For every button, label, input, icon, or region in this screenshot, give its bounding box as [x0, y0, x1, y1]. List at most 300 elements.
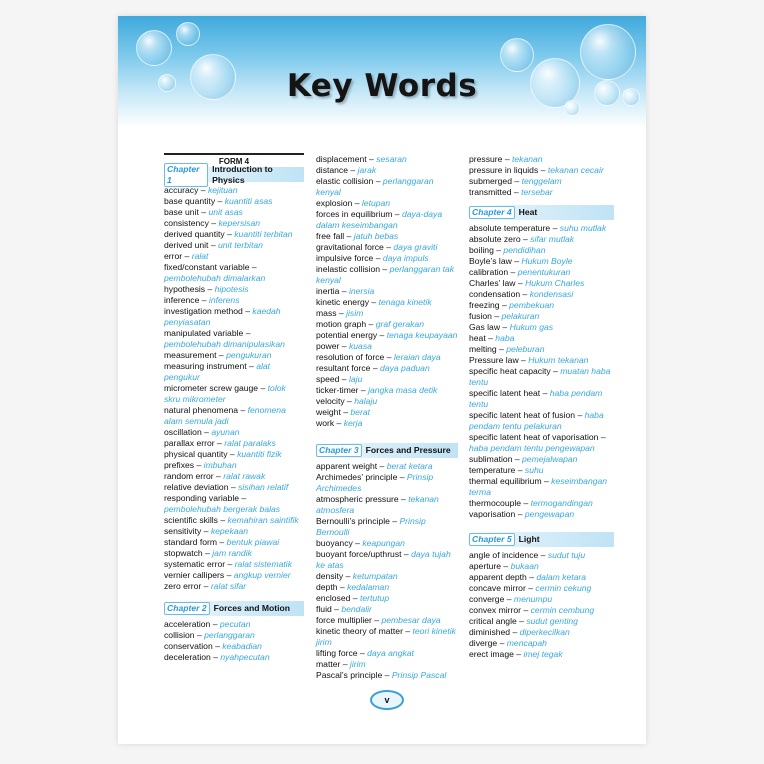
chapter-title: Heat [518, 207, 538, 217]
keyword-entry: freezing – pembekuan [469, 300, 555, 310]
keyword-entry: temperature – suhu [469, 465, 544, 475]
keyword-entry: inertia – inersia [316, 286, 375, 296]
keyword-english: oscillation [164, 427, 202, 437]
keyword-malay: alat pengukur [164, 361, 271, 382]
keyword-malay: ralat paralaks [224, 438, 276, 448]
keyword-entry: random error – ralat rawak [164, 471, 266, 481]
keyword-entry: error – ralat [164, 251, 209, 261]
keyword-entry: explosion – letupan [316, 198, 391, 208]
keyword-entry: fluid – bendalir [316, 604, 372, 614]
keyword-english: investigation method [164, 306, 243, 316]
keyword-entry: Pressure law – Hukum tekanan [469, 355, 589, 365]
keyword-malay: diperkecilkan [519, 627, 570, 637]
keyword-entry: natural phenomena – fenomena alam semula jadi [164, 405, 286, 426]
keyword-english: critical angle [469, 616, 517, 626]
keyword-malay: suhu [524, 465, 544, 475]
keyword-malay: daya graviti [393, 242, 438, 252]
keyword-english: measurement [164, 350, 217, 360]
chapter-title: Forces and Motion [213, 603, 291, 613]
keyword-english: aperture [469, 561, 502, 571]
keyword-malay: hipotesis [214, 284, 249, 294]
keyword-entry: thermal equilibrium – keseimbangan terma [469, 476, 608, 497]
keyword-english: elastic collision [316, 176, 374, 186]
keyword-malay: bukaan [510, 561, 539, 571]
keyword-malay: imej tegak [523, 649, 563, 659]
keyword-english: calibration [469, 267, 509, 277]
keyword-english: concave mirror [469, 583, 526, 593]
keyword-malay: pembekuan [509, 300, 555, 310]
column-1 [164, 154, 304, 663]
keyword-entry: measurement – pengukuran [164, 350, 272, 360]
keyword-english: diverge [469, 638, 498, 648]
keyword-english: relative deviation [164, 482, 229, 492]
keyword-english: gravitational force [316, 242, 384, 252]
keyword-english: zero error [164, 581, 202, 591]
keyword-english: Archimedes’ principle [316, 472, 398, 482]
keyword-malay: bentuk piawai [226, 537, 280, 547]
keyword-english: vaporisation [469, 509, 516, 519]
keyword-english: Charles’ law [469, 278, 516, 288]
keyword-malay: Prinsip Pascal [391, 670, 447, 680]
keyword-malay: suhu mutlak [559, 223, 607, 233]
keyword-english: fluid [316, 604, 332, 614]
keyword-malay: pecutan [219, 619, 251, 629]
entry-list [469, 550, 614, 660]
entry-list [469, 154, 614, 198]
keyword-english: free fall [316, 231, 345, 241]
keyword-entry: enclosed – tertutup [316, 593, 390, 603]
keyword-english: mass [316, 308, 337, 318]
keyword-entry: thermocouple – termogandingan [469, 498, 593, 508]
keyword-malay: ralat [191, 251, 209, 261]
keyword-malay: haba [495, 333, 515, 343]
keyword-english: apparent depth [469, 572, 527, 582]
keyword-entry: buoyant force/upthrust – daya tujah ke atas [316, 549, 451, 570]
keyword-english: Pascal’s principle [316, 670, 383, 680]
keyword-entry: pressure – tekanan [469, 154, 543, 164]
keyword-english: sublimation [469, 454, 513, 464]
keyword-malay: berat [350, 407, 370, 417]
keyword-english: freezing [469, 300, 500, 310]
keyword-malay: inersia [348, 286, 375, 296]
keyword-entry: force multiplier – pembesar daya [316, 615, 441, 625]
keyword-malay: tenaga kinetik [378, 297, 432, 307]
keyword-malay: tersebar [521, 187, 553, 197]
keyword-english: acceleration [164, 619, 211, 629]
keyword-english: error [164, 251, 183, 261]
keyword-english: pressure in liquids [469, 165, 539, 175]
keyword-english: Gas law [469, 322, 501, 332]
keyword-english: fusion [469, 311, 492, 321]
keyword-entry: vaporisation – pengewapan [469, 509, 575, 519]
column-2 [316, 154, 458, 681]
keyword-malay: perlanggaran tak kenyal [316, 264, 455, 285]
chapter-title: Introduction to Physics [212, 163, 273, 185]
keyword-english: absolute zero [469, 234, 521, 244]
keyword-malay: daya impuls [382, 253, 429, 263]
chapter-label: Chapter 1 [164, 163, 208, 187]
keyword-entry: converge – menumpu [469, 594, 553, 604]
keyword-malay: pembolehubah dimanipulasikan [164, 339, 285, 349]
keyword-english: resolution of force [316, 352, 385, 362]
keyword-malay: cermin cekung [535, 583, 592, 593]
keyword-malay: kuantiti asas [224, 196, 273, 206]
keyword-entry: aperture – bukaan [469, 561, 539, 571]
keyword-entry: inference – inferens [164, 295, 240, 305]
keyword-entry: displacement – sesaran [316, 154, 407, 164]
keyword-malay: jirim [349, 659, 366, 669]
keyword-malay: unit terbitan [218, 240, 263, 250]
keyword-malay: Prinsip Bernoulli [316, 516, 426, 537]
keyword-entry: depth – kedalaman [316, 582, 390, 592]
keyword-english: sensitivity [164, 526, 202, 536]
chapter-title: Light [518, 534, 540, 544]
keyword-malay: kepekaan [210, 526, 249, 536]
keyword-entry: kinetic energy – tenaga kinetik [316, 297, 432, 307]
keyword-entry: consistency – kepersisan [164, 218, 261, 228]
column-3 [469, 154, 614, 660]
keyword-entry: specific latent heat of vaporisation – haba pendam tentu pengewapan [469, 432, 606, 453]
chapter-header-3 [316, 443, 458, 458]
keyword-entry: apparent weight – berat ketara [316, 461, 433, 471]
keyword-english: collision [164, 630, 195, 640]
bubble-decoration [176, 22, 200, 46]
keyword-entry: investigation method – kaedah penyiasatan [164, 306, 281, 327]
keyword-english: measuring instrument [164, 361, 247, 371]
keyword-malay: cermin cembung [530, 605, 595, 615]
keyword-english: lifting force [316, 648, 358, 658]
keyword-malay: sesaran [376, 154, 407, 164]
page-number: v [370, 690, 404, 710]
keyword-entry: hypothesis – hipotesis [164, 284, 249, 294]
keyword-entry: density – ketumpatan [316, 571, 398, 581]
keyword-entry: zero error – ralat sifar [164, 581, 247, 591]
keyword-malay: keseimbangan terma [469, 476, 608, 497]
keyword-malay: fenomena alam semula jadi [164, 405, 286, 426]
keyword-english: atmospheric pressure [316, 494, 399, 504]
keyword-entry: motion graph – graf gerakan [316, 319, 424, 329]
keyword-entry: lifting force – daya angkat [316, 648, 414, 658]
keyword-malay: pembesar daya [381, 615, 441, 625]
keyword-entry: elastic collision – perlanggaran kenyal [316, 176, 434, 197]
keyword-malay: kuantiti terbitan [234, 229, 293, 239]
keyword-malay: pemejalwapan [522, 454, 578, 464]
keyword-entry: sublimation – pemejalwapan [469, 454, 578, 464]
keyword-english: converge [469, 594, 505, 604]
keyword-malay: pendidihan [503, 245, 546, 255]
keyword-english: hypothesis [164, 284, 206, 294]
keyword-malay: ayunan [211, 427, 240, 437]
keyword-malay: nyahpecutan [220, 652, 270, 662]
keyword-english: temperature [469, 465, 516, 475]
keyword-english: random error [164, 471, 214, 481]
keyword-entry: inelastic collision – perlanggaran tak kenyal [316, 264, 455, 285]
keyword-malay: jarak [357, 165, 377, 175]
keyword-entry: sensitivity – kepekaan [164, 526, 249, 536]
keyword-english: stopwatch [164, 548, 203, 558]
keyword-entry: specific heat capacity – muatan haba tentu [469, 366, 611, 387]
keyword-entry: Pascal’s principle – Prinsip Pascal [316, 670, 447, 680]
keyword-malay: kuantiti fizik [237, 449, 282, 459]
keyword-malay: letupan [361, 198, 391, 208]
keyword-english: specific latent heat of vaporisation [469, 432, 599, 442]
keyword-malay: tenaga keupayaan [386, 330, 458, 340]
bubble-decoration [500, 38, 534, 72]
keyword-english: erect image [469, 649, 514, 659]
keyword-malay: kuasa [348, 341, 372, 351]
keyword-malay: sisihan relatif [238, 482, 289, 492]
keyword-entry: kinetic theory of matter – teori kinetik jirim [316, 626, 456, 647]
keyword-entry: concave mirror – cermin cekung [469, 583, 592, 593]
keyword-english: displacement [316, 154, 367, 164]
keyword-english: impulsive force [316, 253, 374, 263]
keyword-entry: stopwatch – jam randik [164, 548, 252, 558]
keyword-english: melting [469, 344, 497, 354]
keyword-malay: muatan haba tentu [469, 366, 611, 387]
entry-list [469, 223, 614, 520]
keyword-entry: manipulated variable – pembolehubah dimanipulasikan [164, 328, 285, 349]
bubble-decoration [136, 30, 172, 66]
keyword-entry: base quantity – kuantiti asas [164, 196, 273, 206]
keyword-english: convex mirror [469, 605, 522, 615]
keyword-entry: vernier callipers – angkup vernier [164, 570, 291, 580]
keyword-malay: haba pendam tentu pengewapan [469, 443, 595, 453]
keyword-english: heat [469, 333, 486, 343]
keyword-english: buoyancy [316, 538, 353, 548]
keyword-malay: keabadian [222, 641, 262, 651]
keyword-english: specific heat capacity [469, 366, 551, 376]
keyword-malay: daya paduan [380, 363, 430, 373]
chapter-label: Chapter 5 [469, 533, 515, 546]
keyword-entry: atmospheric pressure – tekanan atmosfera [316, 494, 439, 515]
keyword-entry: Boyle’s law – Hukum Boyle [469, 256, 573, 266]
keyword-entry: forces in equilibrium – daya-daya dalam keseimbangan [316, 209, 443, 230]
form-label: FORM 4 [164, 153, 304, 167]
keyword-english: boiling [469, 245, 494, 255]
keyword-entry: derived unit – unit terbitan [164, 240, 263, 250]
keyword-english: conservation [164, 641, 213, 651]
keyword-malay: ralat sifar [210, 581, 247, 591]
chapter-header-5 [469, 532, 614, 547]
keyword-english: systematic error [164, 559, 226, 569]
keyword-entry: weight – berat [316, 407, 370, 417]
keyword-malay: daya tujah ke atas [316, 549, 451, 570]
keyword-english: natural phenomena [164, 405, 239, 415]
keyword-english: work [316, 418, 335, 428]
keyword-malay: tenggelam [521, 176, 562, 186]
keyword-malay: pembolehubah bergerak balas [164, 504, 281, 514]
keyword-entry: ticker-timer – jangka masa detik [316, 385, 438, 395]
keyword-entry: submerged – tenggelam [469, 176, 562, 186]
keyword-entry: pressure in liquids – tekanan cecair [469, 165, 604, 175]
keyword-malay: pembolehubah dimalarkan [164, 273, 266, 283]
chapter-header-4 [469, 205, 614, 220]
keyword-english: micrometer screw gauge [164, 383, 259, 393]
keyword-entry: absolute temperature – suhu mutlak [469, 223, 607, 233]
keyword-malay: kepersisan [218, 218, 261, 228]
keyword-malay: imbuhan [203, 460, 237, 470]
keyword-entry: scientific skills – kemahiran saintifik [164, 515, 299, 525]
keyword-entry: acceleration – pecutan [164, 619, 251, 629]
chapter-label: Chapter 4 [469, 206, 515, 219]
keyword-english: specific latent heat of fusion [469, 410, 576, 420]
keyword-entry: buoyancy – keapungan [316, 538, 405, 548]
keyword-english: forces in equilibrium [316, 209, 393, 219]
keyword-malay: sudut genting [526, 616, 578, 626]
keyword-english: pressure [469, 154, 503, 164]
keyword-malay: menumpu [513, 594, 553, 604]
keyword-malay: tekanan atmosfera [316, 494, 439, 515]
chapter-header-1 [164, 163, 304, 185]
keyword-malay: Hukum gas [509, 322, 554, 332]
keyword-entry: fusion – pelakuran [469, 311, 540, 321]
keyword-english: standard form [164, 537, 218, 547]
keyword-malay: kedalaman [347, 582, 390, 592]
page [118, 16, 646, 744]
keyword-entry: melting – peleburan [469, 344, 545, 354]
keyword-english: derived unit [164, 240, 209, 250]
keyword-english: deceleration [164, 652, 211, 662]
keyword-malay: peleburan [506, 344, 545, 354]
keyword-entry: erect image – imej tegak [469, 649, 563, 659]
keyword-english: base unit [164, 207, 199, 217]
keyword-english: condensation [469, 289, 521, 299]
chapter-header-2 [164, 601, 304, 616]
keyword-malay: haba pendam tentu pelakuran [469, 410, 604, 431]
keyword-malay: halaju [354, 396, 378, 406]
keyword-english: thermocouple [469, 498, 522, 508]
keyword-malay: ralat sistematik [234, 559, 292, 569]
keyword-english: matter [316, 659, 341, 669]
keyword-english: parallax error [164, 438, 215, 448]
keyword-entry: mass – jisim [316, 308, 364, 318]
keyword-english: enclosed [316, 593, 351, 603]
keyword-english: power [316, 341, 340, 351]
keyword-entry: matter – jirim [316, 659, 366, 669]
keyword-malay: unit asas [208, 207, 243, 217]
keyword-english: absolute temperature [469, 223, 551, 233]
keyword-english: scientific skills [164, 515, 218, 525]
keyword-english: apparent weight [316, 461, 378, 471]
keyword-english: force multiplier [316, 615, 372, 625]
keyword-entry: Archimedes’ principle – Prinsip Archimedes [316, 472, 434, 493]
entry-list [164, 619, 304, 663]
keyword-entry: heat – haba [469, 333, 515, 343]
keyword-entry: diverge – mencapah [469, 638, 547, 648]
keyword-entry: fixed/constant variable – pembolehubah dimalarkan [164, 262, 266, 283]
keyword-english: inference [164, 295, 200, 305]
keyword-english: motion graph [316, 319, 367, 329]
keyword-malay: haba pendam tentu [469, 388, 603, 409]
keyword-entry: responding variable – pembolehubah bergerak balas [164, 493, 281, 514]
keyword-malay: termogandingan [530, 498, 593, 508]
keyword-entry: specific latent heat of fusion – haba pendam tentu pelakuran [469, 410, 604, 431]
keyword-english: responding variable [164, 493, 240, 503]
keyword-entry: power – kuasa [316, 341, 372, 351]
keyword-entry: physical quantity – kuantiti fizik [164, 449, 282, 459]
keyword-malay: graf gerakan [375, 319, 424, 329]
keyword-malay: inferens [208, 295, 240, 305]
keyword-entry: calibration – penentukuran [469, 267, 571, 277]
keyword-malay: jangka masa detik [368, 385, 438, 395]
keyword-entry: transmitted – tersebar [469, 187, 553, 197]
keyword-entry: relative deviation – sisihan relatif [164, 482, 289, 492]
keyword-entry: free fall – jatuh bebas [316, 231, 399, 241]
keyword-entry: distance – jarak [316, 165, 377, 175]
keyword-english: fixed/constant variable [164, 262, 250, 272]
keyword-entry: derived quantity – kuantiti terbitan [164, 229, 293, 239]
keyword-malay: tekanan [512, 154, 543, 164]
keyword-malay: kaedah penyiasatan [164, 306, 281, 327]
keyword-malay: kejituan [207, 185, 238, 195]
keyword-english: thermal equilibrium [469, 476, 542, 486]
keyword-english: vernier callipers [164, 570, 225, 580]
keyword-malay: keapungan [362, 538, 405, 548]
keyword-english: inertia [316, 286, 340, 296]
keyword-entry: prefixes – imbuhan [164, 460, 237, 470]
keyword-english: explosion [316, 198, 353, 208]
keyword-english: submerged [469, 176, 512, 186]
keyword-english: diminished [469, 627, 511, 637]
keyword-english: resultant force [316, 363, 371, 373]
keyword-english: Pressure law [469, 355, 519, 365]
keyword-malay: sudut tuju [547, 550, 586, 560]
keyword-english: Bernoulli’s principle [316, 516, 390, 526]
keyword-english: accuracy [164, 185, 199, 195]
keyword-entry: base unit – unit asas [164, 207, 243, 217]
keyword-malay: perlanggaran kenyal [316, 176, 434, 197]
keyword-english: density [316, 571, 344, 581]
keyword-malay: berat ketara [386, 461, 433, 471]
keyword-entry: accuracy – kejituan [164, 185, 238, 195]
keyword-malay: tekanan cecair [547, 165, 604, 175]
keyword-english: base quantity [164, 196, 216, 206]
keyword-english: kinetic energy [316, 297, 370, 307]
keyword-english: buoyant force/upthrust [316, 549, 402, 559]
keyword-entry: convex mirror – cermin cembung [469, 605, 595, 615]
keyword-entry: conservation – keabadian [164, 641, 262, 651]
keyword-english: depth [316, 582, 338, 592]
keyword-entry: oscillation – ayunan [164, 427, 240, 437]
keyword-malay: kerja [343, 418, 363, 428]
keyword-entry: resolution of force – leraian daya [316, 352, 441, 362]
keyword-english: derived quantity [164, 229, 225, 239]
keyword-entry: gravitational force – daya graviti [316, 242, 438, 252]
keyword-english: physical quantity [164, 449, 228, 459]
keyword-malay: pengukuran [226, 350, 272, 360]
page-title: Key Words [286, 68, 478, 104]
keyword-malay: tertutup [359, 593, 390, 603]
keyword-malay: dalam ketara [536, 572, 587, 582]
keyword-malay: Hukum Boyle [521, 256, 573, 266]
keyword-english: Boyle’s law [469, 256, 512, 266]
keyword-malay: pengewapan [524, 509, 575, 519]
keyword-english: consistency [164, 218, 209, 228]
keyword-entry: parallax error – ralat paralaks [164, 438, 276, 448]
keyword-entry: apparent depth – dalam ketara [469, 572, 587, 582]
chapter-label: Chapter 3 [316, 444, 362, 457]
keyword-entry: systematic error – ralat sistematik [164, 559, 292, 569]
keyword-english: angle of incidence [469, 550, 539, 560]
keyword-entry: measuring instrument – alat pengukur [164, 361, 271, 382]
keyword-english: ticker-timer [316, 385, 359, 395]
keyword-malay: Hukum tekanan [528, 355, 589, 365]
keyword-malay: penentukuran [517, 267, 571, 277]
keyword-entry: Gas law – Hukum gas [469, 322, 554, 332]
keyword-entry: angle of incidence – sudut tuju [469, 550, 586, 560]
keyword-malay: tolok skru mikrometer [164, 383, 286, 404]
keyword-malay: angkup vernier [233, 570, 291, 580]
